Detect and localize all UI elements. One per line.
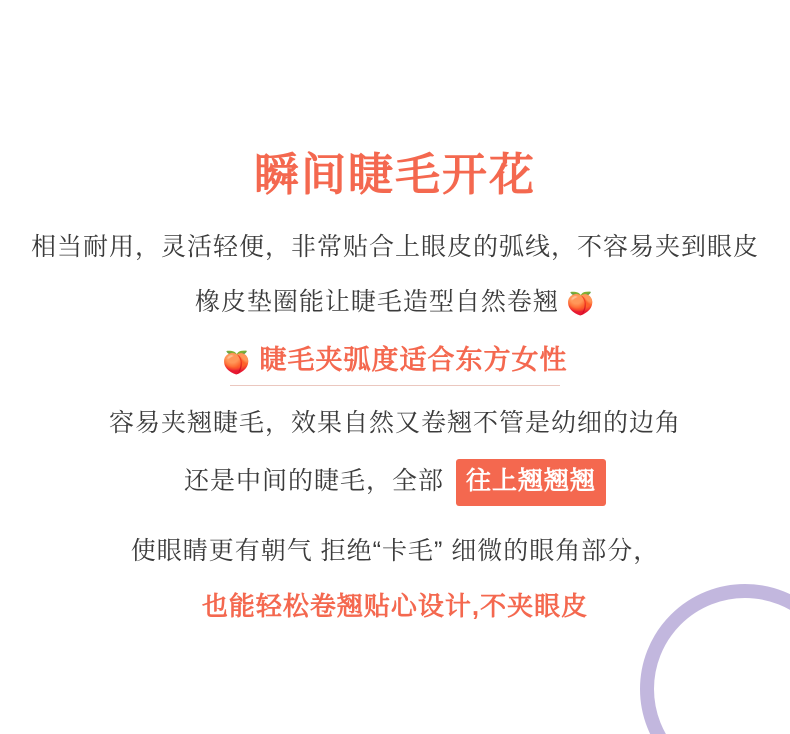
page-title: 瞬间睫毛开花: [253, 149, 536, 200]
body-line-3: 容易夹翘睫毛，效果自然又卷翘不管是幼细的边角: [108, 409, 681, 438]
body-line-2-text: 橡皮垫圈能让睫毛造型自然卷翘: [194, 287, 559, 316]
body-line-4-prefix: 还是中间的睫毛，全部: [184, 467, 445, 496]
body-line-4: [0, 459, 790, 506]
body-line-2: [0, 283, 790, 322]
accent-closing-line: 也能轻松卷翘贴心设计,不夹眼皮: [201, 590, 589, 621]
section-subheading-text: 睫毛夹弧度适合东方女性: [259, 344, 568, 375]
peach-icon: 🍑: [222, 349, 251, 375]
spacer: [0, 522, 790, 532]
body-line-5: 使眼睛更有朝气 拒绝“卡毛” 细微的眼角部分，: [130, 536, 660, 565]
section-subheading: [0, 342, 790, 380]
divider: [230, 385, 560, 386]
body-line-1: 相当耐用，灵活轻便，非常贴合上眼皮的弧线，不容易夹到眼皮: [30, 233, 759, 261]
peach-icon: 🍑: [566, 290, 596, 316]
highlight-badge: 往上翘翘翘: [456, 459, 606, 506]
